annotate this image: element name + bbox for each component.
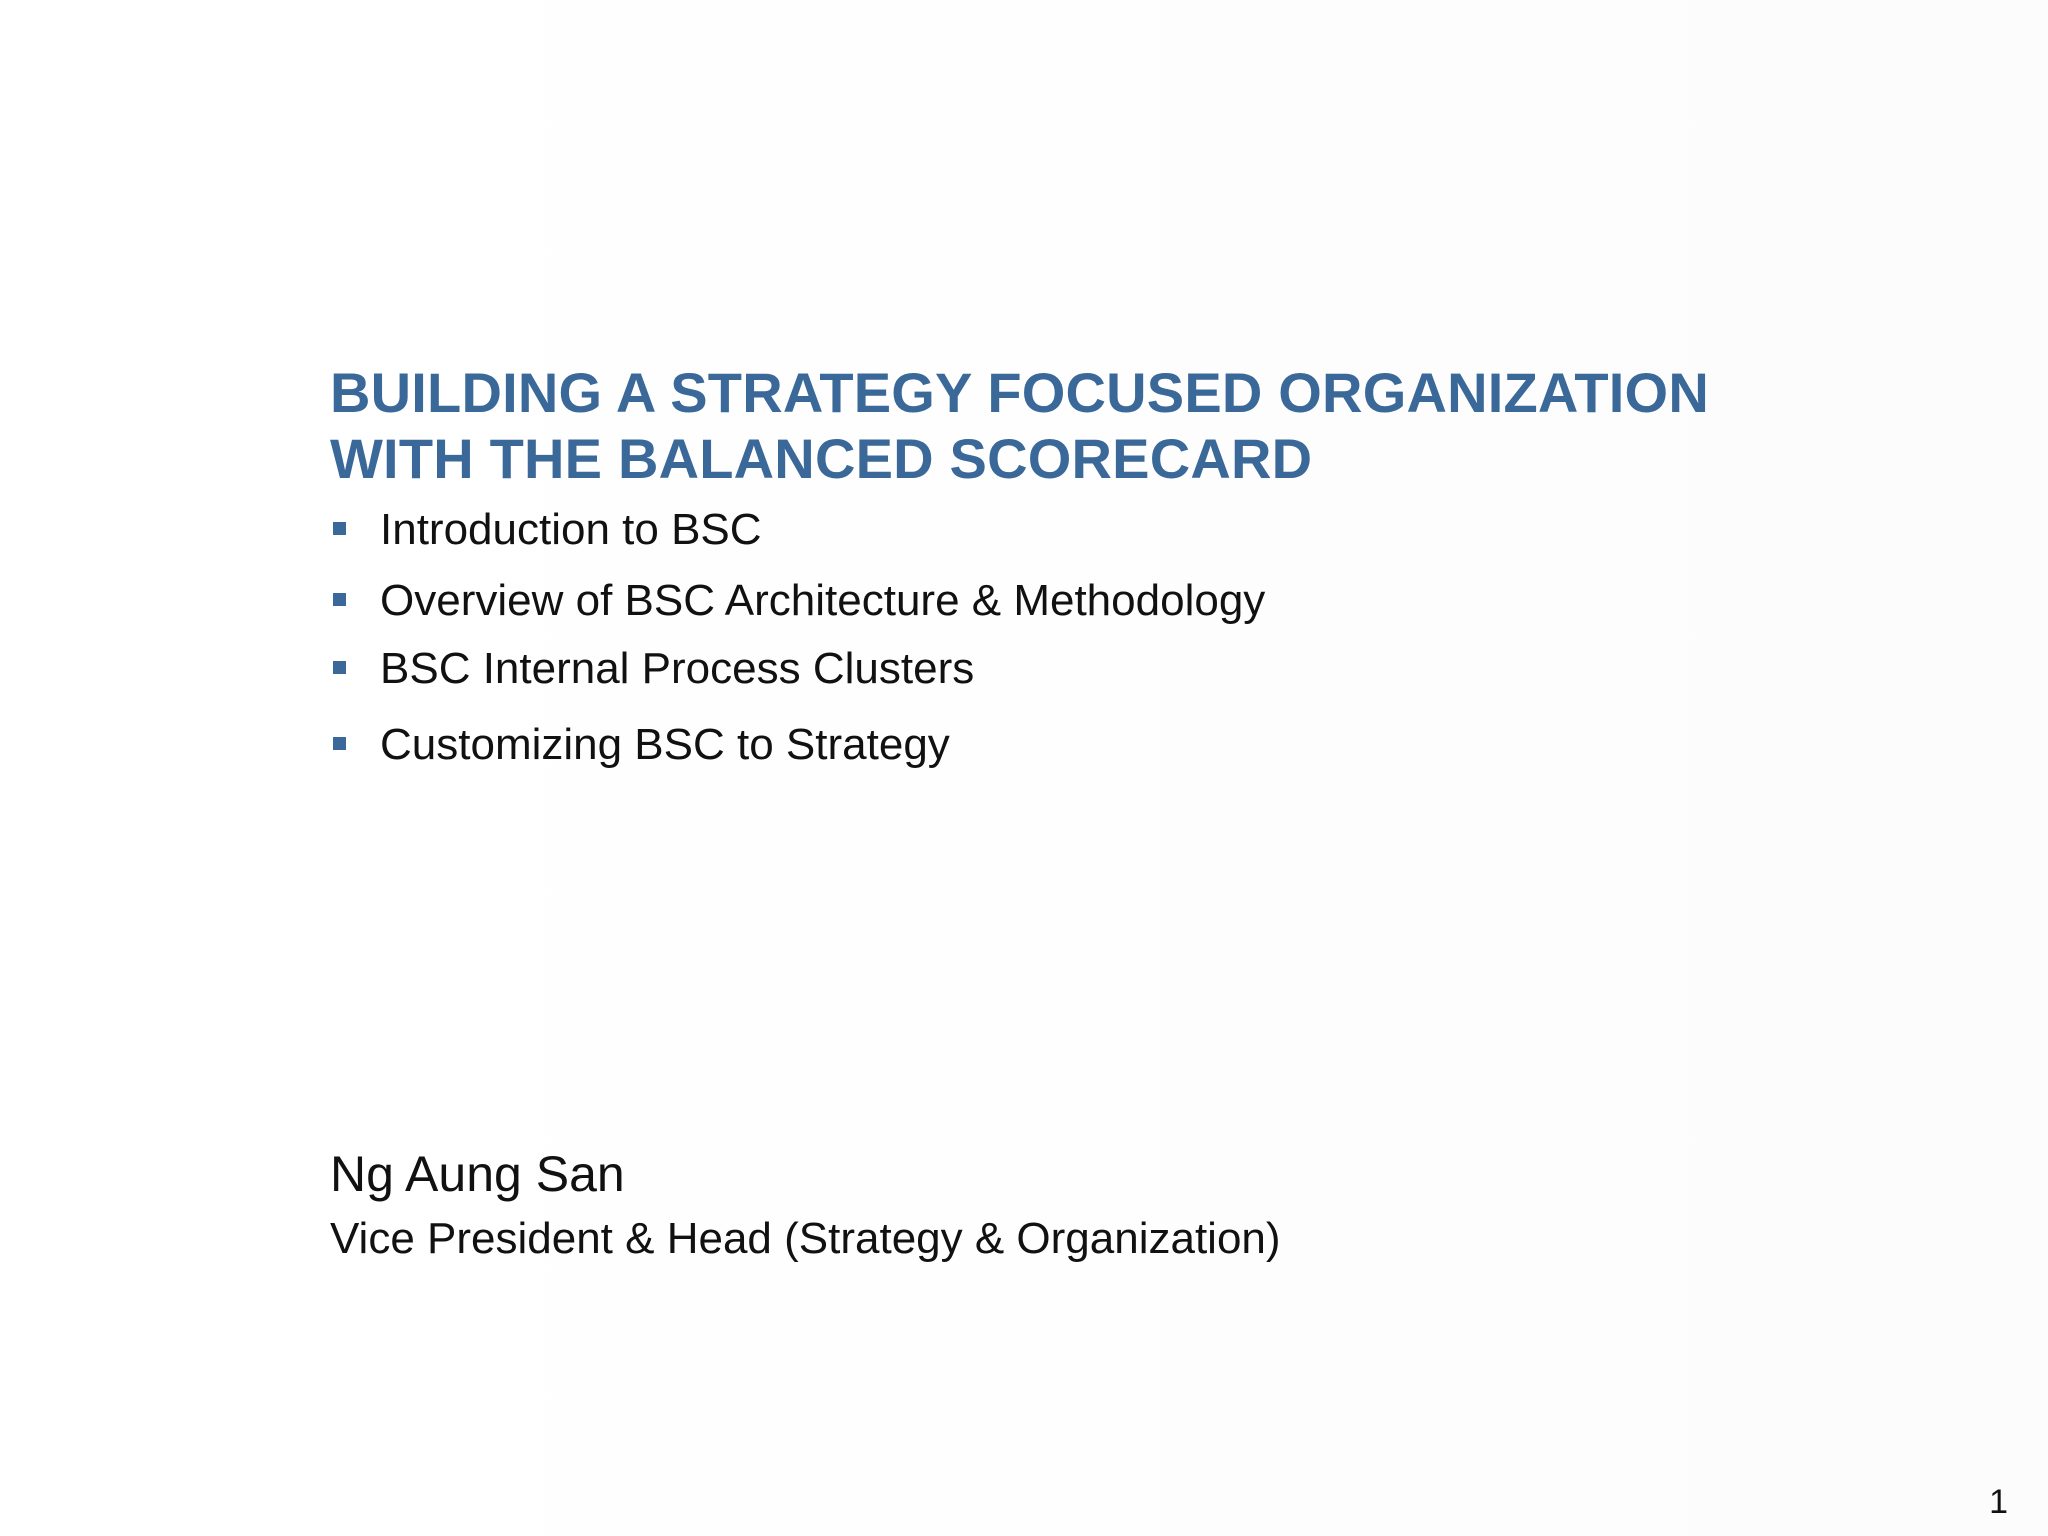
presenter-name: Ng Aung San (330, 1146, 625, 1202)
agenda-item-label: Overview of BSC Architecture & Methodology (380, 576, 1266, 625)
page-number: 1 (1989, 1483, 2008, 1521)
slide-title-line-1: BUILDING A STRATEGY FOCUSED ORGANIZATION (330, 361, 1709, 424)
agenda-item-label: Introduction to BSC (380, 505, 762, 554)
square-bullet-icon (333, 737, 346, 750)
square-bullet-icon (333, 522, 346, 535)
slide-title-line-2: WITH THE BALANCED SCORECARD (330, 427, 1313, 490)
presenter-role: Vice President & Head (Strategy & Organization) (330, 1214, 1281, 1263)
slide-title (330, 360, 1830, 492)
agenda-item-label: BSC Internal Process Clusters (380, 644, 975, 693)
agenda-item-label: Customizing BSC to Strategy (380, 720, 950, 769)
square-bullet-icon (333, 593, 346, 606)
square-bullet-icon (333, 661, 346, 674)
